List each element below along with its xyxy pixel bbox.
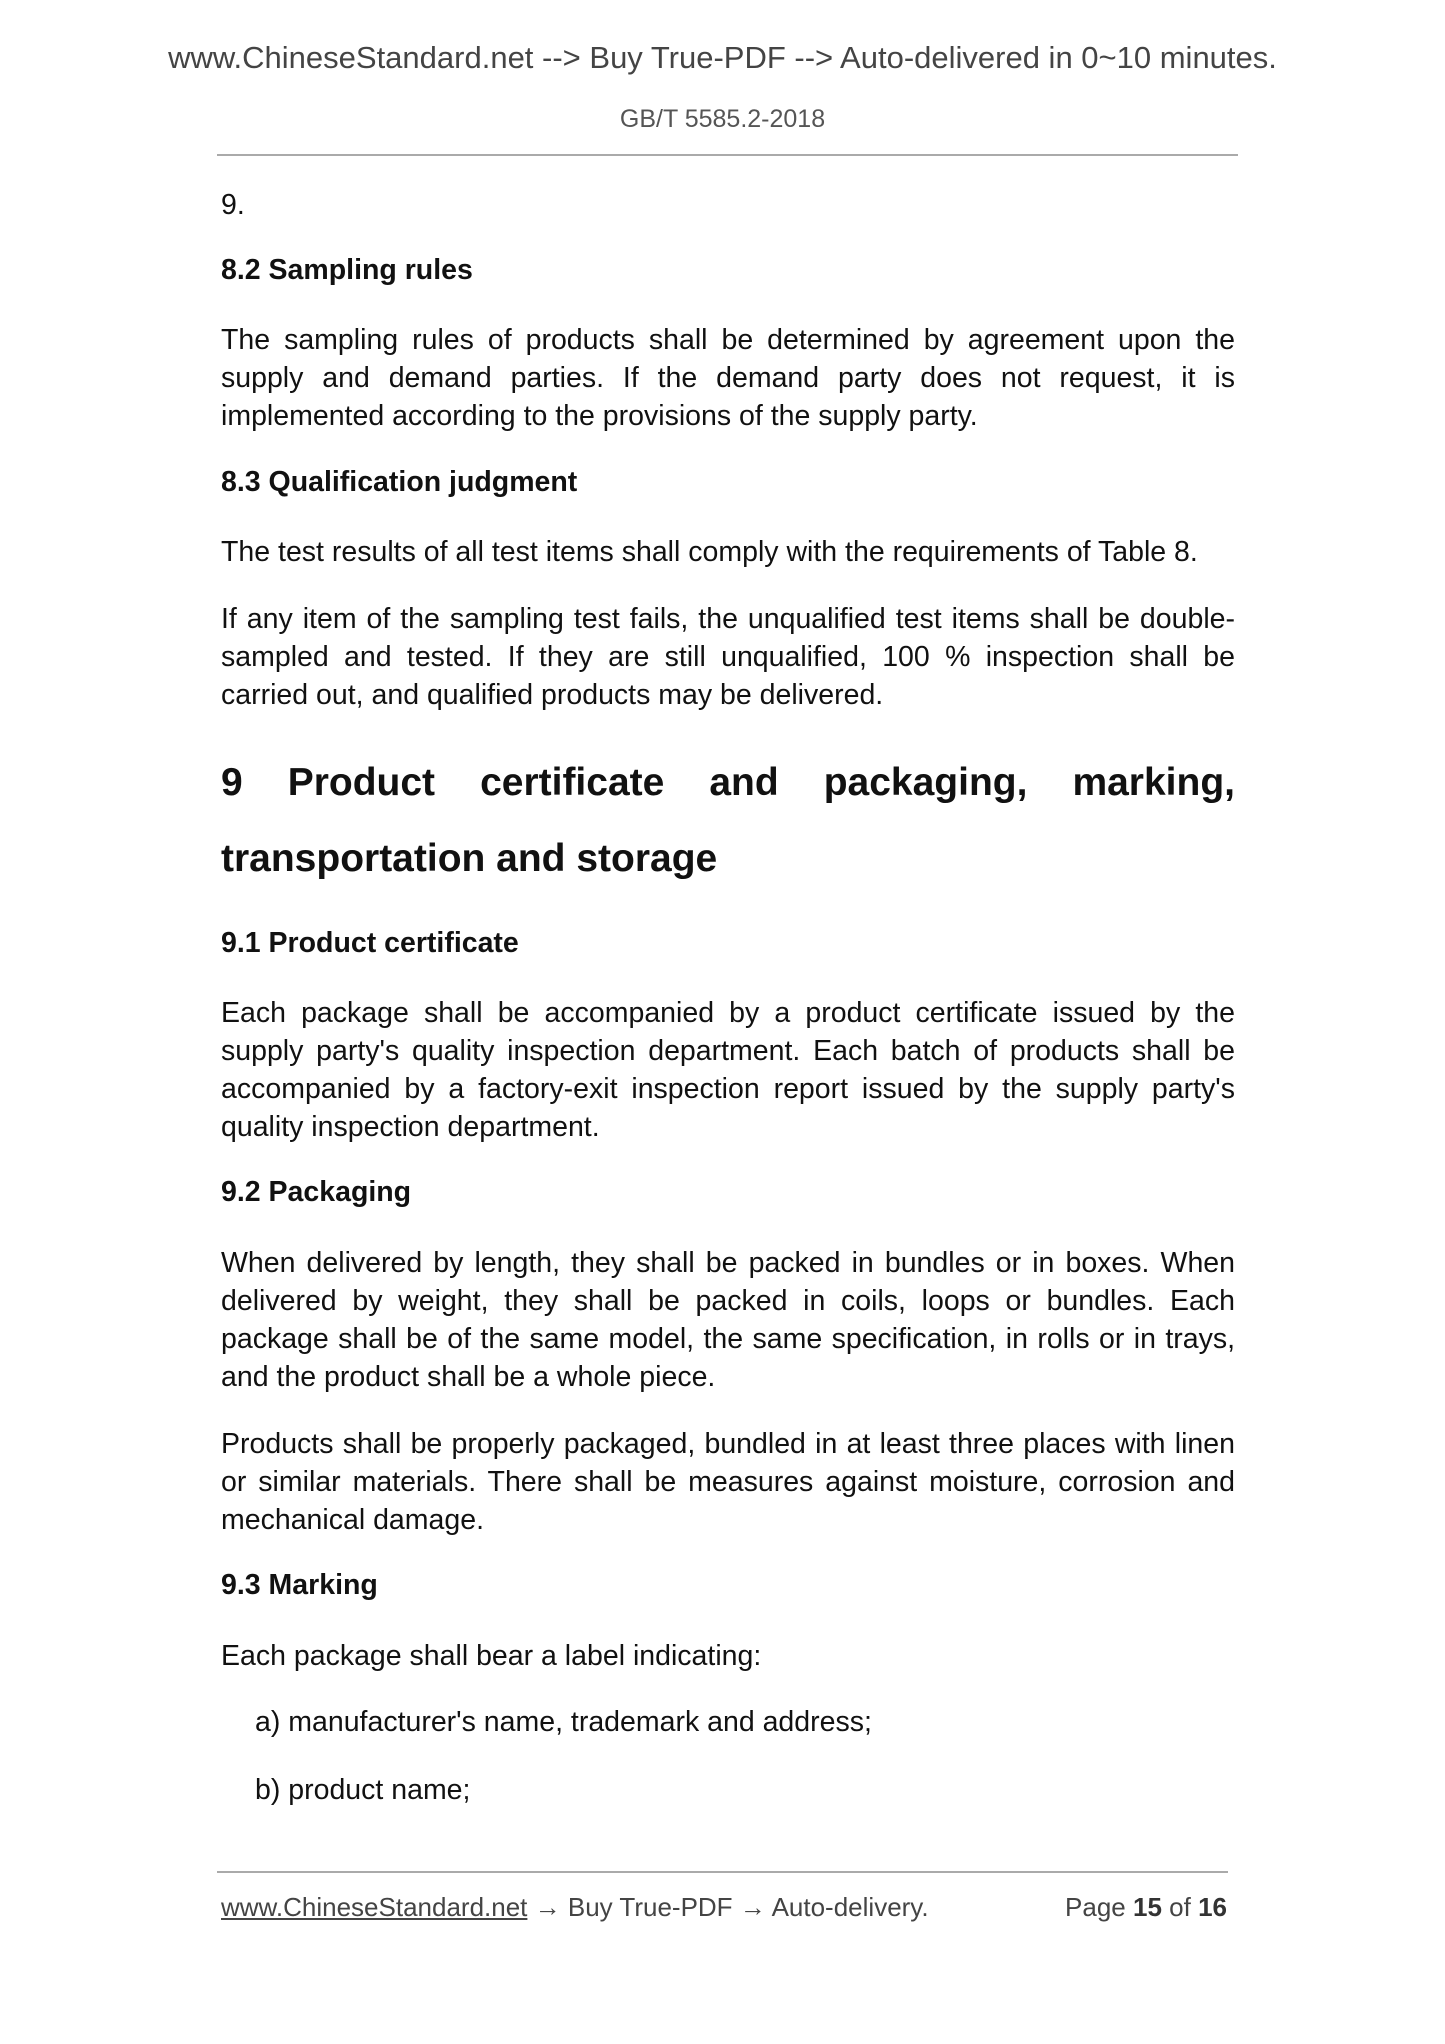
paragraph: Each package shall bear a label indicating: bbox=[221, 1640, 762, 1672]
heading-9-1: 9.1 Product certificate bbox=[221, 927, 519, 959]
paragraph: If any item of the sampling test fails, the unqualified test items shall be double-sampled and tested. If they are still unqualified, 100 % inspection shall be carried out, and qualified products may be delivered. bbox=[221, 603, 1235, 711]
footer-divider bbox=[217, 1871, 1228, 1873]
heading-9-line2: transportation and storage bbox=[221, 837, 718, 880]
footer-tagline: → Buy True-PDF → Auto-delivery. bbox=[527, 1892, 929, 1922]
page-current: 15 bbox=[1133, 1892, 1162, 1922]
page-label: Page bbox=[1065, 1892, 1126, 1922]
paragraph: Products shall be properly packaged, bundled in at least three places with linen or similar materials. There shall be measures against moisture, corrosion and mechanical damage. bbox=[221, 1428, 1235, 1536]
heading-9-line1: 9 Product certificate and packaging, marking, bbox=[221, 761, 1235, 804]
header-banner: www.ChineseStandard.net --> Buy True-PDF --> Auto-delivered in 0~10 minutes. bbox=[168, 40, 1277, 75]
heading-9-3: 9.3 Marking bbox=[221, 1569, 378, 1601]
list-item: a) manufacturer's name, trademark and address; bbox=[255, 1706, 872, 1738]
paragraph: The test results of all test items shall comply with the requirements of Table 8. bbox=[221, 536, 1198, 568]
paragraph: Each package shall be accompanied by a product certificate issued by the supply party's quality inspection department. Each batch of products shall be accompanied by a factory-exit inspection report issued by the supply party's quality inspection department. bbox=[221, 997, 1235, 1143]
header-divider bbox=[217, 154, 1238, 156]
paragraph: When delivered by length, they shall be packed in bundles or in boxes. When delivered by weight, they shall be packed in coils, loops or bundles. Each package shall be of the same model, the same specification, in rolls or in trays, and the product shall be a whole piece. bbox=[221, 1247, 1235, 1393]
heading-9 bbox=[221, 745, 1235, 897]
paragraph: The sampling rules of products shall be determined by agreement upon the supply and demand parties. If the demand party does not request, it is implemented according to the provisions of the supply party. bbox=[221, 324, 1235, 432]
page-total: 16 bbox=[1198, 1892, 1227, 1922]
footer-left bbox=[221, 1892, 929, 1923]
fragment-text: 9. bbox=[221, 189, 245, 221]
footer bbox=[221, 1892, 1227, 1923]
site-link[interactable]: www.ChineseStandard.net bbox=[221, 1892, 528, 1922]
heading-8-2: 8.2 Sampling rules bbox=[221, 254, 473, 286]
page-indicator bbox=[1065, 1892, 1227, 1923]
standard-number: GB/T 5585.2-2018 bbox=[619, 105, 826, 133]
of-label: of bbox=[1169, 1892, 1191, 1922]
list-item: b) product name; bbox=[255, 1774, 471, 1806]
heading-9-2: 9.2 Packaging bbox=[221, 1176, 412, 1208]
heading-8-3: 8.3 Qualification judgment bbox=[221, 466, 578, 498]
